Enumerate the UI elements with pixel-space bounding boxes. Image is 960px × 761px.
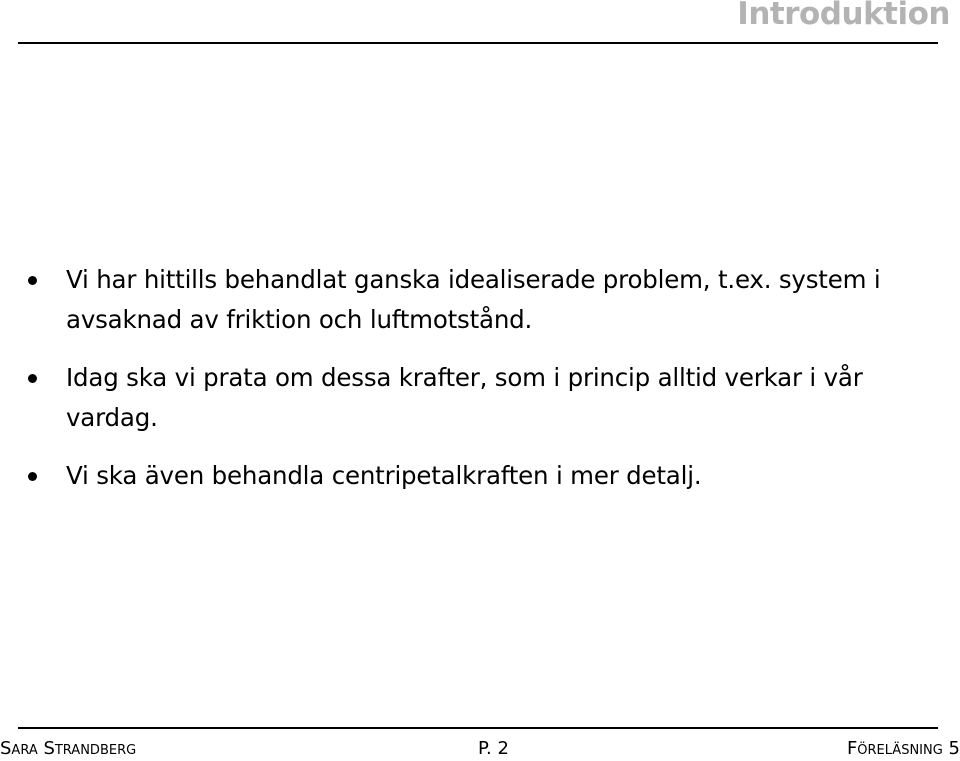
footer-lecture: Föreläsning 5 (846, 738, 960, 759)
bullet-item (28, 358, 928, 438)
slide-title: Introduktion (737, 0, 950, 32)
bullet-item (28, 260, 928, 340)
bullet-item (28, 456, 928, 496)
bullet-list (28, 260, 928, 514)
bullet-point-icon (28, 472, 37, 481)
bullet-point-icon (28, 374, 37, 383)
footer-page-number: P. 2 (478, 738, 509, 759)
bullet-text: Vi har hittills behandlat ganska idealiserade problem, t.ex. system i avsaknad av friktion och luftmotstånd. (66, 265, 881, 334)
footer-author: Sara Strandberg (0, 738, 137, 759)
bullet-point-icon (28, 276, 37, 285)
footer-divider (18, 727, 938, 729)
bullet-text: Idag ska vi prata om dessa krafter, som i princip alltid verkar i vår vardag. (66, 363, 863, 432)
title-divider (18, 42, 938, 44)
bullet-text: Vi ska även behandla centripetalkraften i mer detalj. (66, 461, 702, 490)
